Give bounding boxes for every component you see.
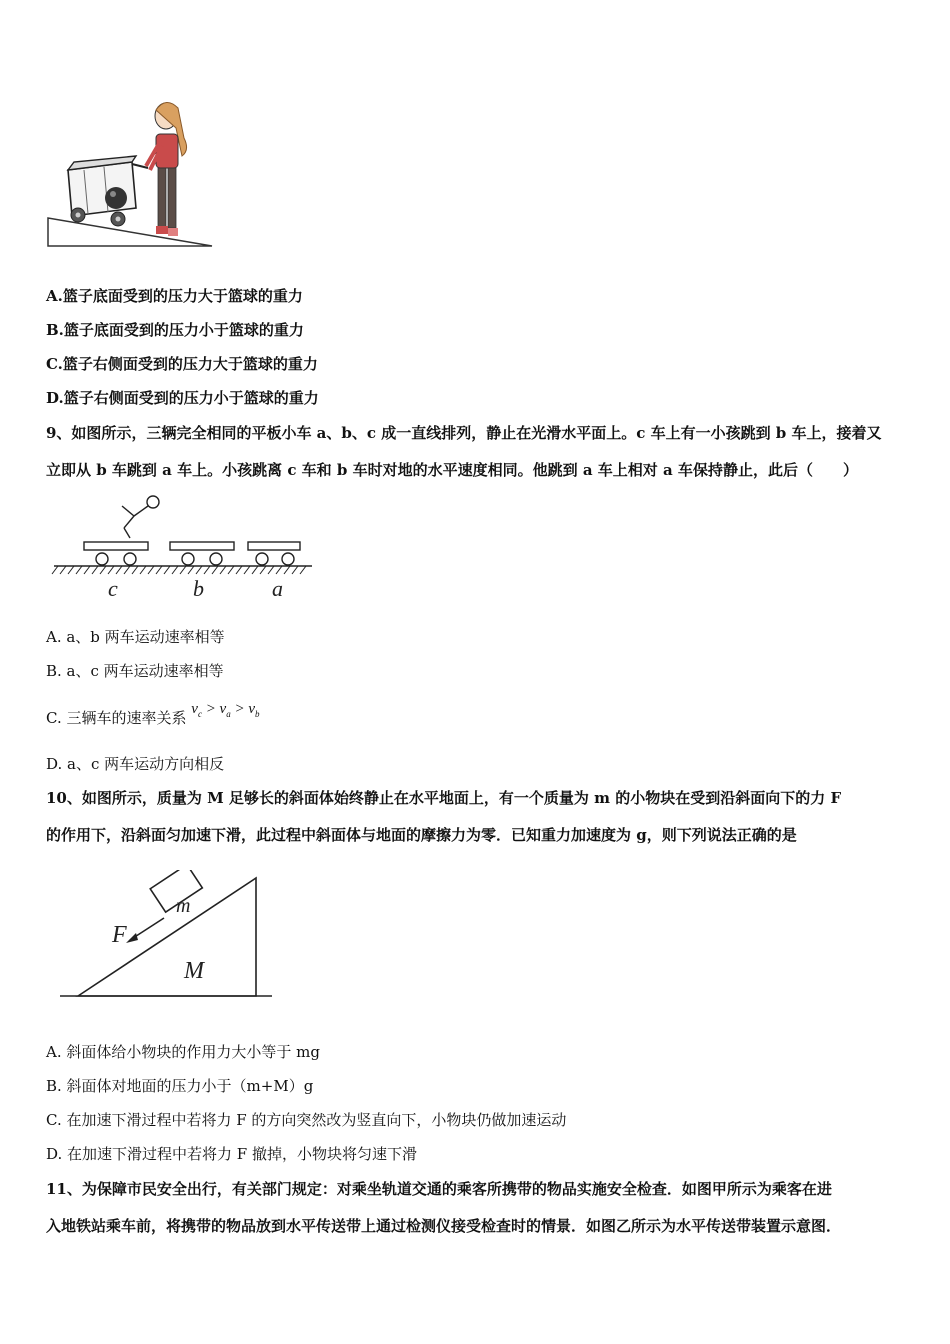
- q8-option-b: B.篮子底面受到的压力小于篮球的重力: [46, 321, 304, 339]
- q8-option-a: A.篮子底面受到的压力大于篮球的重力: [46, 287, 303, 305]
- q10-option-d: D. 在加速下滑过程中若将力 F 撤掉，小物块将匀速下滑: [46, 1145, 417, 1163]
- q9-option-d: D. a、c 两车运动方向相反: [46, 755, 225, 773]
- cart-label-b: b: [193, 576, 204, 601]
- q11-stem-line1: 11、为保障市民安全出行，有关部门规定：对乘坐轨道交通的乘客所携带的物品实施安全检查．如图甲所示为乘客在进: [46, 1180, 832, 1198]
- q9-stem-line2: 立即从 b 车跳到 a 车上。小孩跳离 c 车和 b 车时对地的水平速度相同。他跳到 a 车上相对 a 车保持静止，此后（ ）: [46, 461, 858, 479]
- q10-option-b: B. 斜面体对地面的压力小于（m+M）g: [46, 1077, 314, 1095]
- q10-stem-line2: 的作用下，沿斜面匀加速下滑，此过程中斜面体与地面的摩擦力为零．已知重力加速度为 g，则下列说法正确的是: [46, 826, 797, 844]
- q10-option-c: C. 在加速下滑过程中若将力 F 的方向突然改为竖直向下，小物块仍做加速运动: [46, 1111, 567, 1129]
- q11-stem-line2: 入地铁站乘车前，将携带的物品放到水平传送带上通过检测仪接受检查时的情景．如图乙所示为水平传送带装置示意图．: [46, 1217, 842, 1235]
- q10-option-a: A. 斜面体给小物块的作用力大小等于 mg: [46, 1043, 320, 1061]
- q8-option-c: C.篮子右侧面受到的压力大于篮球的重力: [46, 355, 318, 373]
- cart-label-a: a: [272, 576, 283, 601]
- q9-option-b: B. a、c 两车运动速率相等: [46, 662, 224, 680]
- q9-stem-line1: 9、如图所示，三辆完全相同的平板小车 a、b、c 成一直线排列，静止在光滑水平面上。c 车上有一小孩跳到 b 车上，接着又: [46, 424, 882, 442]
- q10-stem-line1: 10、如图所示，质量为 M 足够长的斜面体始终静止在水平地面上，有一个质量为 m 的小物块在受到沿斜面向下的力 F: [46, 789, 842, 807]
- q9-option-c-formula: $v_c > v_a > v_b$: [191, 701, 260, 719]
- incline-label-m: M: [184, 958, 204, 984]
- block-label-m: m: [176, 895, 191, 917]
- q9-option-a: A. a、b 两车运动速率相等: [46, 628, 225, 646]
- incline-figure: [56, 870, 276, 1002]
- three-carts-figure: [50, 492, 316, 604]
- q9-option-c: [46, 701, 260, 734]
- force-label-f: F: [112, 922, 127, 948]
- q8-option-d: D.篮子右侧面受到的压力小于篮球的重力: [46, 389, 319, 407]
- q9-option-c-text: C. 三辆车的速率关系: [46, 709, 187, 727]
- girl-cart-figure: [44, 98, 216, 250]
- cart-label-c: c: [108, 576, 118, 601]
